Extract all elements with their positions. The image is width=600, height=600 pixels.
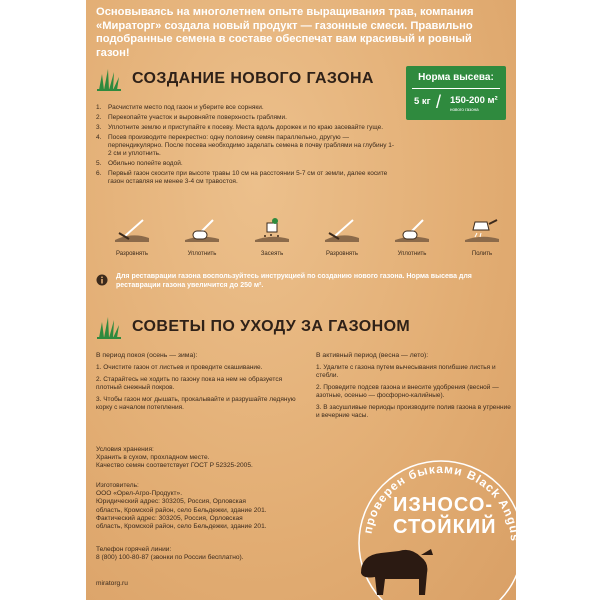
steps-list xyxy=(96,104,396,188)
roller-icon xyxy=(393,218,431,244)
storage-conditions: Условия хранения: Хранить в сухом, прохладном месте. Качество семян соответствует ГОСТ Р 52325-2005. xyxy=(96,446,253,470)
step-icons-row xyxy=(108,218,508,268)
watering-can-icon xyxy=(463,218,501,244)
section-title: СОЗДАНИЕ НОВОГО ГАЗОНА xyxy=(132,70,374,87)
rest-period-column xyxy=(96,352,296,416)
seeding-rate-box xyxy=(406,66,506,120)
list-item: 3. Чтобы газон мог дышать, прокалывайте и разрушайте ледяную корку с началом потепления. xyxy=(96,396,296,411)
rate-divider xyxy=(412,88,500,89)
section-new-lawn-header xyxy=(96,66,374,92)
badge-arc-text: проверен быками Black Angus xyxy=(360,461,523,543)
rate-slash: / xyxy=(436,92,442,112)
rate-area: 150-200 м² xyxy=(450,95,498,106)
list-item: 3. В засушливые периоды производите полив газона в утренние и вечерние часы. xyxy=(316,404,511,419)
manufacturer-info: Изготовитель: ООО «Орел-Агро-Продукт». Юридический адрес: 303205, Россия, Орловская область, Кромской район, село Бельдежки, здание 201. Фактический адрес: 303205, Россия, Орловская область, Кромской район, село Бельдежки, здание 201. xyxy=(96,482,267,531)
intro-text: Основываясь на многолетнем опыте выращивания трав, компания «Мираторг» создала новый продукт — газонные смеси. Правильно подобранные семена в составе обеспечат вам красивый и ровный газон! xyxy=(96,6,474,59)
step-icon-item: Разровнять xyxy=(318,218,366,257)
rake-icon xyxy=(113,218,151,244)
rate-title: Норма высева: xyxy=(418,72,494,83)
hotline-info: Телефон горячей линии: 8 (800) 100-80-87 (звонки по России бесплатно). xyxy=(96,546,244,562)
list-item: 1. Расчистите место под газон и уберите все сорняки. xyxy=(96,104,264,111)
list-item: 2. Проведите подсев газона и внесите удобрения (весной — азотные, осенью — фосфорно-калийные). xyxy=(316,384,499,399)
info-icon xyxy=(96,274,108,286)
grass-icon xyxy=(96,314,122,340)
step-icon-item: Разровнять xyxy=(108,218,156,257)
list-item: 2. Старайтесь не ходить по газону пока на нем не образуется плотный снежный покров. xyxy=(96,376,283,391)
column-heading: В активный период (весна — лето): xyxy=(316,352,429,359)
list-item: 6. Первый газон скосите при высоте травы 10 см на расстоянии 5-7 см от земли, далее косите газон оставляя не менее 3-4 см травостоя. xyxy=(96,170,388,185)
active-period-column xyxy=(316,352,516,424)
step-icon-item: Засеять xyxy=(248,218,296,257)
section-care-header xyxy=(96,314,410,340)
list-item: 1. Удалите с газона путем вычесывания погибшие листья и стебли. xyxy=(316,364,496,379)
rate-kg: 5 кг xyxy=(414,96,431,107)
step-icon-item: Полить xyxy=(458,218,506,257)
list-item: 5. Обильно полейте водой. xyxy=(96,160,183,167)
list-item: 2. Перекопайте участок и выровняйте поверхность граблями. xyxy=(96,114,287,121)
wear-resistant-badge xyxy=(341,455,523,600)
restoration-note: Для реставрации газона воспользуйтесь инструкцией по созданию нового газона. Норма высева для реставрации газона увеличится до 250 м². xyxy=(96,272,506,290)
rate-area-note: нового газона xyxy=(450,107,479,112)
website-link: miratorg.ru xyxy=(96,580,128,587)
badge-line1: ИЗНОСО- xyxy=(393,494,494,516)
sowing-icon xyxy=(253,218,291,244)
list-item: 1. Очистите газон от листьев и проведите скашивание. xyxy=(96,364,263,371)
step-icon-item: Уплотнить xyxy=(178,218,226,257)
badge-line2: СТОЙКИЙ xyxy=(393,516,497,538)
seed-package-back xyxy=(86,0,523,600)
list-item: 4. Посев производите перекрестно: одну половину семян параллельно, другую — перпендикулярно. После посева необходимо заделать семена в почву граблями на глубину 1-2 см и уплотнить. xyxy=(96,134,395,157)
roller-icon xyxy=(183,218,221,244)
list-item: 3. Уплотните землю и приступайте к посеву. Места вдоль дорожек и по краю засевайте гуще. xyxy=(96,124,384,131)
section-title: СОВЕТЫ ПО УХОДУ ЗА ГАЗОНОМ xyxy=(132,318,411,335)
step-icon-item: Уплотнить xyxy=(388,218,436,257)
grass-icon xyxy=(96,66,122,92)
column-heading: В период покоя (осень — зима): xyxy=(96,352,198,359)
rake-icon xyxy=(323,218,361,244)
